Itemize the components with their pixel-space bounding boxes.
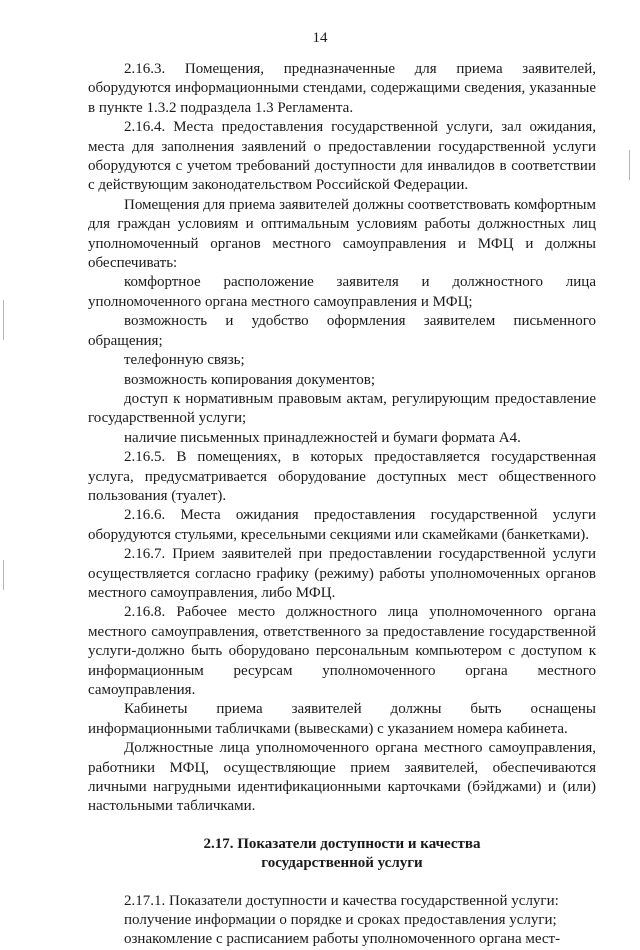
paragraph: Кабинеты приема заявителей должны быть оснащены информационными табличками (вывесками) с указанием номера кабинета. bbox=[88, 701, 596, 737]
list-item: ознакомление с расписанием работы уполномоченного органа мест- bbox=[124, 931, 561, 948]
section-heading bbox=[88, 835, 596, 874]
section-heading-line: государственной услуги bbox=[261, 855, 423, 872]
scan-artifact bbox=[629, 150, 630, 180]
page-number: 14 bbox=[312, 30, 328, 46]
list-item: возможность и удобство оформления заявителем письменного обращения; bbox=[88, 313, 596, 349]
section-heading-line: 2.17. Показатели доступности и качества bbox=[203, 835, 481, 852]
paragraph: 2.17.1. Показатели доступности и качества государственной услуги: bbox=[124, 892, 559, 909]
paragraph: 2.16.4. Места предоставления государственной услуги, зал ожидания, места для заполнения заявлений о предоставлении государственной услуги оборудуются с учетом требований доступности для инвалидов в соответствии с действующим законодательством Российской Федерации. bbox=[88, 119, 596, 194]
paragraph: 2.16.5. В помещениях, в которых предоставляется государственная услуга, предусматривается оборудование доступных мест общественного пользования (туалет). bbox=[88, 449, 596, 504]
list-item: телефонную связь; bbox=[124, 352, 245, 369]
list-item: получение информации о порядке и сроках предоставления услуги; bbox=[124, 912, 557, 929]
list-item: комфортное расположение заявителя и должностного лица уполномоченного органа местного самоуправления и МФЦ; bbox=[88, 274, 596, 310]
paragraph: Должностные лица уполномоченного органа местного самоуправления, работники МФЦ, осуществляющие прием заявителей, обеспечиваются личными нагрудными идентификационными карточками (бэйджами) и (или) настольными табличками. bbox=[88, 740, 596, 815]
paragraph: Помещения для приема заявителей должны соответствовать комфортным для граждан условиям и оптимальным условиям работы должностных лиц уполномоченный органов местного самоуправления и МФЦ и должны обеспечивать: bbox=[88, 196, 596, 272]
paragraph: 2.16.7. Прием заявителей при предоставлении государственной услуги осуществляется согласно графику (режиму) работы уполномоченных органов местного самоуправления, либо МФЦ. bbox=[88, 546, 596, 601]
list-item: наличие письменных принадлежностей и бумаги формата А4. bbox=[124, 429, 521, 446]
paragraph: 2.16.8. Рабочее место должностного лица уполномоченного органа местного самоуправления, ответственного за предоставление государственной услуги-должно быть оборудовано персональным компьютером с доступом к информационным ресурсам уполномоченного органа местного самоуправления. bbox=[88, 604, 596, 698]
scan-artifact bbox=[3, 560, 4, 590]
document-body bbox=[88, 60, 596, 950]
scan-artifact bbox=[3, 300, 4, 340]
list-item: возможность копирования документов; bbox=[124, 371, 376, 388]
paragraph: 2.16.3. Помещения, предназначенные для приема заявителей, оборудуются информационными стендами, содержащими сведения, указанные в пункте 1.3.2 подраздела 1.3 Регламента. bbox=[88, 61, 596, 116]
list-item: доступ к нормативным правовым актам, регулирующим предоставление государственной услуги; bbox=[88, 390, 596, 427]
paragraph: 2.16.6. Места ожидания предоставления государственной услуги оборудуются стульями, кресельными секциями или скамейками (банкетками). bbox=[88, 507, 596, 543]
